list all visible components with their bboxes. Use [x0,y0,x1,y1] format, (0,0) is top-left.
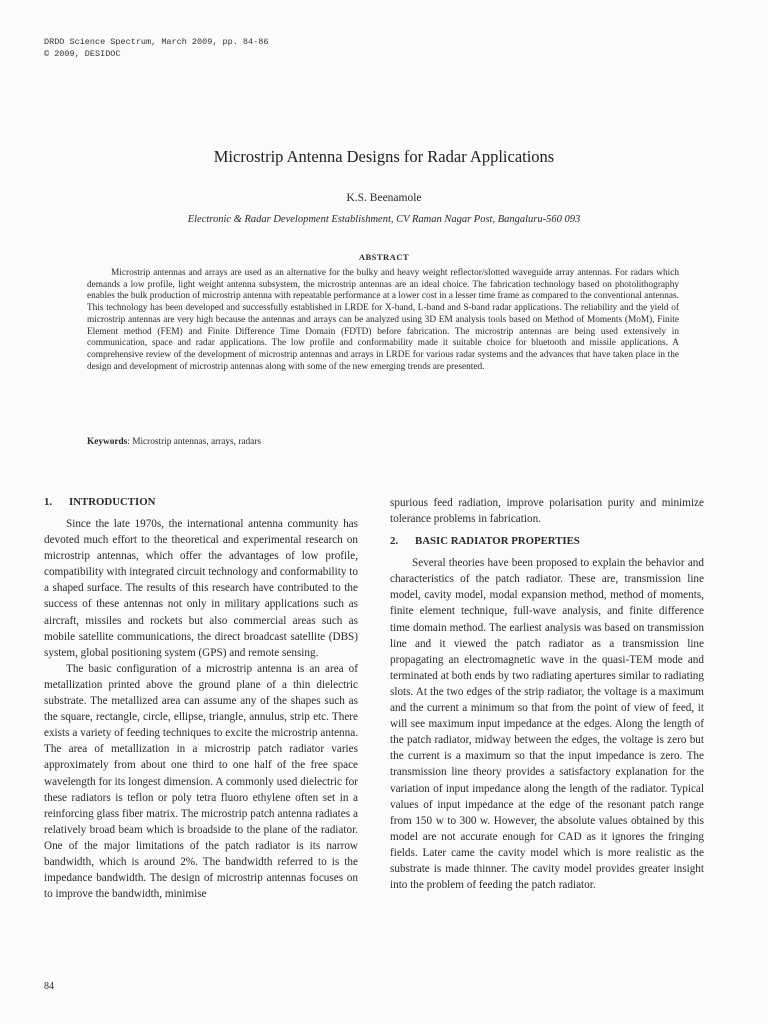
intro-paragraph-2: The basic configuration of a microstrip antenna is an area of metallization printed above the ground plane of a thin dielectric substrate. The metallized area can assume any of the shapes such as the square, rectangle, circle, ellipse, triangle, annulus, strip etc. There exists a variety of feeding techniques to excite the microstrip antenna. The area of metallization in a microstrip patch radiator varies approximately from about one third to one half of the free space wavelength for its longest dimension. A commonly used dielectric for these radiators is teflon or poly tetra fluoro ethylene often set in a reinforcing glass fiber matrix. The microstrip patch antenna radiates a relatively broad beam which is broadside to the plane of the radiator. One of the major limitations of the patch radiator is its narrow bandwidth, which is around 2%. The bandwidth referred to is the impedance bandwidth. The design of microstrip antennas focuses on to improve the bandwidth, minimise [44,662,358,901]
copyright-line: © 2009, DESIDOC [44,49,121,59]
keywords-line [87,437,261,447]
right-column [390,495,704,893]
intro-paragraph-continuation: spurious feed radiation, improve polarisation purity and minimize tolerance problems in fabrication. [390,497,704,526]
abstract-heading: ABSTRACT [358,252,410,262]
journal-header [44,36,268,60]
author-affiliation: Electronic & Radar Development Establishment, CV Raman Nagar Post, Bangaluru-560 093 [187,214,581,225]
keywords-label: Keywords [87,437,128,447]
radiator-paragraph-1: Several theories have been proposed to explain the behavior and characteristics of the patch radiator. These are, transmission line model, cavity model, modal expansion method, method of moments, finite element technique, full-wave analysis, and finite difference time domain method. The earliest analysis was based on transmission line and it viewed the patch radiator as a transmission line propagating an electromagnetic wave in the quasi-TEM mode and terminated at both ends by two radiating apertures similar to radiating slots. At the two edges of the strip radiator, the voltage is a maximum and the current a minimum so that from the point of view of feed, it will see maximum input impedance at the edges. Along the length of the patch radiator, midway between the edges, the voltage is zero but the current is a maximum so that the input impedance is zero. The transmission line theory provides a satisfactory explanation for the variation of input impedance along the length of the radiator. Typical values of input impedance at the edge of the resonant patch range from 150 w to 300 w. However, the absolute values obtained by this model are not accurate enough for CAD as it ignores the fringing fields. Later came the cavity model which is more realistic as the substrate is made thinner. The cavity model provides greater insight into the problem of feeding the patch radiator. [390,557,704,892]
paper-title: Microstrip Antenna Designs for Radar Applications [213,147,555,166]
section-number: 2. [390,535,399,548]
abstract-text: Microstrip antennas and arrays are used as an alternative for the bulky and heavy weight reflector/slotted waveguide array antennas. For radars which demands a low profile, light weight antenna subsystem, the microstrip antennas are an ideal choice. The fabrication technology based on photolithography enables the bulk production of microstrip antenna with repeatable performance at a lower cost in a lesser time frame as compared to the conventional antennas. This technology has been developed and successfully established in LRDE for X-band, L-band and S-band radar applications. The reliability and the yield of microstrip antennas are very high because the antennas and arrays can be analyzed using 3D EM analysis tools based on Method of Moments (MoM), Finite Element method (FEM) and Finite Difference Time Domain (FDTD) before fabrication. The microstrip antennas are being used extensively in communication, space and radar applications. The low profile and conformability made it suitable choice for bluetooth and missile applications. A comprehensive review of the development of microstrip antennas and arrays in LRDE for various radar systems and the advances that have taken place in the design and development of microstrip antennas along with some of the new emerging trends are presented. [87,268,679,372]
page-number: 84 [44,981,54,992]
journal-citation: DRDO Science Spectrum, March 2009, pp. 84-86 [44,37,269,47]
section-heading-basic-radiator [390,533,704,549]
section-title: INTRODUCTION [69,496,156,508]
keywords-text: : Microstrip antennas, arrays, radars [127,437,262,447]
left-column [44,494,358,902]
author-name: K.S. Beenamole [346,192,422,204]
section-number: 1. [44,496,53,508]
section-title: BASIC RADIATOR PROPERTIES [415,535,580,548]
section-heading-introduction [44,494,358,510]
intro-paragraph-1: Since the late 1970s, the international antenna community has devoted much effort to the theoretical and experimental research on microstrip antennas, which offer the advantages of low profile, compatibility with integrated circuit technology and conformability to a shaped surface. The results of this research have contributed to the success of these antennas not only in military applications such as aircraft, missiles and rockets but also commercial areas such as mobile satellite communications, the direct broadcast satellite (DBS) system, global positioning system (GPS) and remote sensing. [44,518,358,659]
